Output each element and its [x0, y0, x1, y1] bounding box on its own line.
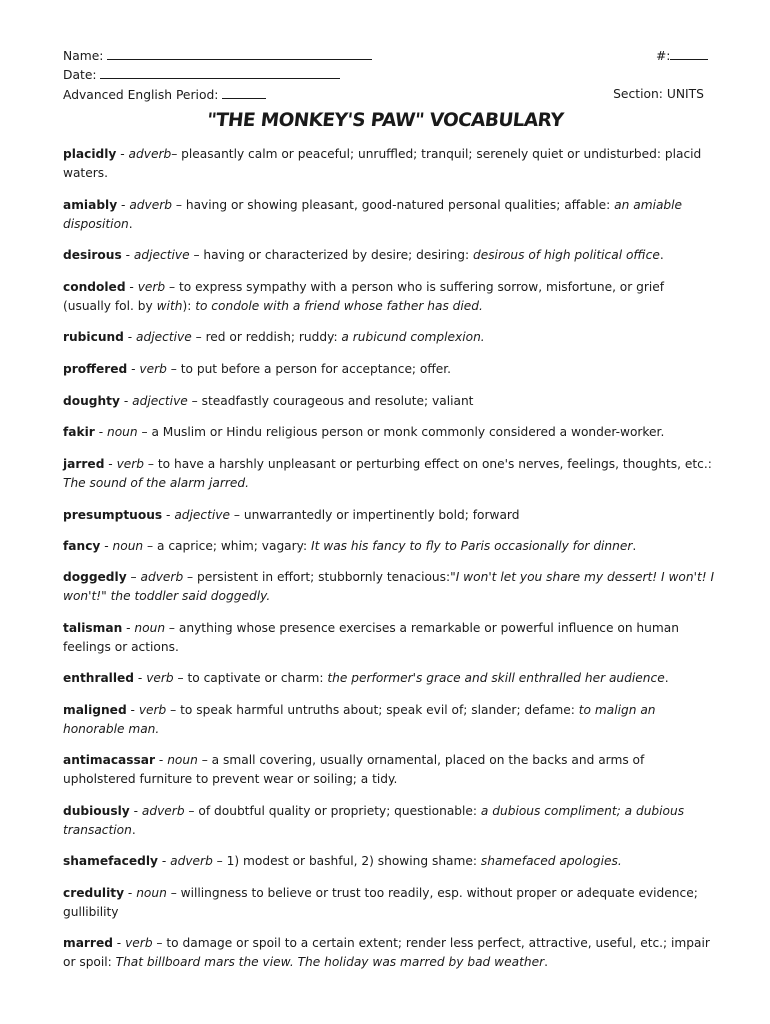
entry-term: shamefacedly — [63, 854, 158, 868]
entry-term: talisman — [63, 621, 123, 635]
entry-part-of-speech: adverb — [129, 198, 172, 212]
entry-definition: to express sympathy with a person who is suffering sorrow, misfortune, or grief (usually fol. by — [63, 280, 665, 313]
entry-dash: – — [189, 248, 204, 262]
entry-definition: unwarrantedly or impertinently bold; forward — [243, 508, 520, 522]
entry-dash: – — [171, 147, 182, 161]
entry-term: condoled — [63, 280, 126, 294]
entry-separator: - — [162, 508, 175, 522]
entry-term: doughty — [63, 394, 120, 408]
entry-term: rubicund — [63, 330, 124, 344]
number-line — [656, 47, 708, 64]
entry-part-of-speech: verb — [116, 457, 145, 471]
vocab-entry-marred — [63, 934, 715, 972]
entry-term: marred — [63, 936, 113, 950]
entry-part-of-speech: adjective — [132, 394, 188, 408]
entry-definition: red or reddish; ruddy: — [205, 330, 342, 344]
entry-separator: - — [121, 248, 134, 262]
period-blank[interactable] — [222, 86, 266, 99]
entry-separator: - — [122, 621, 135, 635]
entry-separator: - — [125, 280, 138, 294]
vocab-entry-condoled — [63, 278, 715, 316]
entry-example: an amiable disposition — [63, 198, 683, 231]
page-title: "THE MONKEY'S PAW" VOCABULARY — [205, 110, 565, 131]
entry-part-of-speech: adjective — [133, 248, 190, 262]
entry-separator: - — [94, 425, 107, 439]
entry-dash: – — [184, 804, 199, 818]
entry-part-of-speech: adjective — [174, 508, 230, 522]
entry-term: maligned — [63, 703, 127, 717]
entry-tail: . — [131, 823, 136, 837]
vocab-entry-antimacassar — [63, 751, 715, 789]
entry-definition: to damage or spoil to a certain extent; render less perfect, attractive, useful, etc.; impair or spoil: — [63, 936, 710, 969]
date-blank[interactable] — [100, 66, 340, 79]
entry-separator: - — [126, 703, 139, 717]
vocab-entry-fakir — [63, 423, 715, 442]
entry-separator: - — [134, 671, 147, 685]
entry-dash: – — [187, 394, 202, 408]
entry-dash: – — [197, 753, 212, 767]
entry-term: amiably — [63, 198, 118, 212]
number-blank[interactable] — [670, 47, 708, 60]
entry-definition: a small covering, usually ornamental, placed on the backs and arms of upholstered furniture to prevent wear or soiling; a tidy. — [63, 753, 645, 786]
entry-tail: . — [632, 539, 637, 553]
entry-dash: – — [166, 886, 181, 900]
entry-separator: – — [126, 570, 141, 584]
name-label: Name: — [63, 49, 104, 63]
entry-definition: willingness to believe or trust too readily, esp. without proper or adequate evidence; gullibility — [63, 886, 698, 919]
entry-definition: steadfastly courageous and resolute; valiant — [201, 394, 474, 408]
entry-example: shamefaced apologies. — [480, 854, 622, 868]
entry-definition: pleasantly calm or peaceful; unruffled; tranquil; serenely quiet or undisturbed: placid waters. — [63, 147, 702, 180]
entry-term: proffered — [63, 362, 128, 376]
entry-part-of-speech: adjective — [136, 330, 192, 344]
entry-term: dubiously — [63, 804, 130, 818]
entry-definition: a caprice; whim; vagary: — [157, 539, 311, 553]
entry-example: The sound of the alarm jarred. — [63, 476, 249, 490]
entry-part-of-speech: verb — [125, 936, 153, 950]
vocab-entry-presumptuous — [63, 506, 715, 525]
entry-dash: – — [143, 539, 158, 553]
entry-separator: - — [124, 886, 137, 900]
entry-part-of-speech: noun — [112, 539, 144, 553]
vocab-entry-desirous — [63, 246, 715, 265]
entry-separator: - — [100, 539, 113, 553]
entry-dash: – — [166, 362, 181, 376]
entry-part-of-speech: verb — [138, 703, 167, 717]
entry-dash: – — [165, 280, 180, 294]
entry-part-of-speech: adverb — [128, 147, 172, 161]
entry-definition: to have a harshly unpleasant or perturbing effect on one's nerves, feelings, thoughts, etc.: — [157, 457, 712, 471]
entry-example: desirous of high political office — [472, 248, 660, 262]
entry-dash: – — [183, 570, 198, 584]
vocab-entry-doggedly — [63, 568, 715, 606]
entry-term: credulity — [63, 886, 125, 900]
date-line — [63, 66, 340, 83]
entry-term: fancy — [63, 539, 101, 553]
period-line — [63, 86, 266, 103]
entry-part-of-speech: verb — [146, 671, 174, 685]
entry-separator: - — [157, 854, 171, 868]
entry-definition: to put before a person for acceptance; offer. — [180, 362, 452, 376]
entry-dash: – — [191, 330, 206, 344]
entry-term: placidly — [63, 147, 117, 161]
entry-dash: – — [173, 671, 188, 685]
date-label: Date: — [63, 68, 97, 82]
vocab-entry-talisman — [63, 619, 715, 657]
entry-part-of-speech: verb — [137, 280, 166, 294]
entry-example: to malign an honorable man. — [63, 703, 656, 736]
name-blank[interactable] — [107, 47, 372, 60]
entry-term: jarred — [63, 457, 105, 471]
vocab-entry-rubicund — [63, 328, 715, 347]
entry-dash: – — [152, 936, 167, 950]
entry-example: It was his fancy to fly to Paris occasionally for dinner — [310, 539, 633, 553]
entry-dash: – — [172, 198, 186, 212]
entry-example: That billboard mars the view. The holiday was marred by bad weather — [115, 955, 545, 969]
entry-separator: - — [112, 936, 126, 950]
vocab-entry-placidly — [63, 145, 715, 183]
entry-term: fakir — [63, 425, 95, 439]
entry-part-of-speech: noun — [167, 753, 198, 767]
entry-separator: - — [117, 198, 130, 212]
entry-dash: – — [230, 508, 244, 522]
entry-part-of-speech: adverb — [141, 804, 185, 818]
entry-part-of-speech: noun — [134, 621, 166, 635]
entry-part-of-speech: adverb — [170, 854, 213, 868]
entry-term: presumptuous — [63, 508, 163, 522]
entry-definition: a Muslim or Hindu religious person or monk commonly considered a wonder-worker. — [151, 425, 665, 439]
name-line — [63, 47, 372, 64]
vocab-entry-dubiously — [63, 802, 715, 840]
entry-separator: - — [119, 394, 133, 408]
entry-separator: - — [129, 804, 142, 818]
entry-definition: 1) modest or bashful, 2) showing shame: — [226, 854, 481, 868]
period-label: Advanced English Period: — [63, 88, 219, 102]
entry-part-of-speech: verb — [139, 362, 167, 376]
entry-separator: - — [155, 753, 168, 767]
vocab-entry-amiably — [63, 196, 715, 234]
entry-part-of-speech: noun — [106, 425, 138, 439]
entry-example: a rubicund complexion. — [341, 330, 485, 344]
entry-separator: - — [127, 362, 140, 376]
entry-example: "I won't let you share my dessert! I won't! I won't!" the toddler said doggedly. — [63, 570, 715, 603]
entry-separator: - — [123, 330, 137, 344]
vocab-entry-credulity — [63, 884, 715, 922]
entry-definition: to speak harmful untruths about; speak evil of; slander; defame: — [180, 703, 579, 717]
entry-term: desirous — [63, 248, 122, 262]
entry-dash: – — [137, 425, 152, 439]
entry-part-of-speech: noun — [136, 886, 167, 900]
vocab-entry-proffered — [63, 360, 715, 379]
entry-part-of-speech: adverb — [140, 570, 184, 584]
entry-tail: . — [128, 217, 133, 231]
entry-term: enthralled — [63, 671, 135, 685]
entry-example: the performer's grace and skill enthralled her audience — [327, 671, 665, 685]
entry-example: a dubious compliment; a dubious transaction — [63, 804, 685, 837]
vocab-entry-jarred — [63, 455, 715, 493]
entry-separator: - — [104, 457, 117, 471]
entry-definition: persistent in effort; stubbornly tenacious: — [197, 570, 451, 584]
entry-definition: to captivate or charm: — [187, 671, 328, 685]
entry-tail: . — [664, 671, 669, 685]
section-label: Section: UNITS — [613, 87, 704, 101]
vocab-entry-fancy — [63, 537, 715, 556]
number-label: #: — [656, 49, 671, 63]
entry-separator: - — [116, 147, 129, 161]
entry-definition: anything whose presence exercises a remarkable or powerful influence on human feelings or actions. — [63, 621, 679, 654]
entry-example: with — [156, 299, 183, 313]
entry-dash: – — [166, 703, 181, 717]
entry-term: antimacassar — [63, 753, 156, 767]
entry-example-2: to condole with a friend whose father has died. — [195, 299, 483, 313]
entry-definition: having or characterized by desire; desiring: — [203, 248, 473, 262]
vocab-entry-doughty — [63, 392, 715, 411]
entry-dash: – — [212, 854, 227, 868]
entry-tail: ): — [182, 299, 196, 313]
entry-tail: . — [544, 955, 548, 969]
entry-term: doggedly — [63, 570, 127, 584]
vocab-entry-maligned — [63, 701, 715, 739]
vocab-entry-shamefacedly — [63, 852, 715, 871]
entry-dash: – — [165, 621, 179, 635]
entry-definition: having or showing pleasant, good-natured personal qualities; affable: — [185, 198, 615, 212]
entry-dash: – — [144, 457, 158, 471]
entry-definition: of doubtful quality or propriety; questionable: — [198, 804, 481, 818]
entry-tail: . — [659, 248, 664, 262]
vocab-entry-enthralled — [63, 669, 715, 688]
